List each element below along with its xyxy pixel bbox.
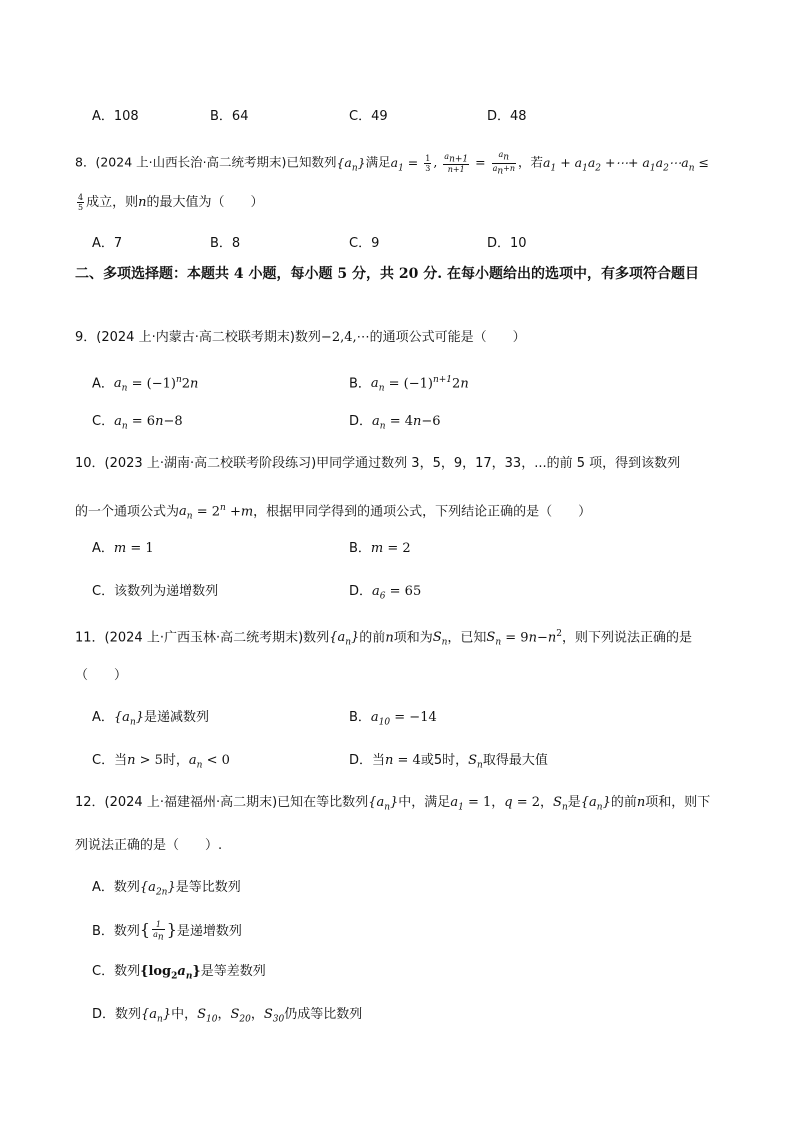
question-12-line1: 12．(2024 上·福建福州·高二期末)已知在等比数列$\{a_n\}$中，满足$a_1 = 1$，q = 2，$S_n$是$\{a_n\}$的前n项和，则下 [75,795,711,813]
q8-source: (2024 上·山西长治·高二统考期末) [95,154,287,170]
q8-text: 已知数列 [286,154,337,170]
q8-frac-a1: $\frac{1}{3}$ [425,153,431,173]
q8-number: 8． [75,154,96,170]
q12-option-b: B．数列{ $\frac{1}{a_n}$ }是递增数列 [92,919,242,943]
q9-text: 数列 [294,330,321,345]
q11-source: (2024 上·广西玉林·高二统考期末) [104,630,304,646]
q12-number: 12． [75,795,105,810]
q12-text: ， [491,795,505,810]
q9-text: 的通项公式可能是（ ） [369,330,526,345]
q8-option-b: B．8 [210,236,241,251]
q10-text: 甲同学通过数列 3，5，9，17，33，...的前 5 项，得到该数列 [316,456,681,471]
question-8-line2: $\frac{4}{5}$ 成立，则n的最大值为（ ） [78,193,264,212]
q10-source: (2023 上·湖南·高二校联考阶段练习) [104,456,317,471]
q11-option-c: C．当n > 5时，$a_n < 0$ [92,753,230,771]
q7-option-c: C．49 [349,109,388,124]
q10-option-b: B．m = 2 [349,541,411,556]
q8-text: 成立，则 [86,195,139,210]
q7-option-d: D．48 [487,109,527,124]
q12-option-c: C．数列$\{\log_2a_n\}$是等差数列 [92,964,266,982]
section-2-title: 二、多项选择题：本题共 4 小题，每小题 5 分，共 20 分. 在每小题给出的选项中，有多项符合题目 [75,266,699,282]
q11-option-b: B．$a_{10} = -14$ [349,710,437,728]
q9-option-b: B．$a_n = (-1)^{n+1}2n$ [349,375,469,394]
q7-option-b: B．64 [210,109,249,124]
q12-text: 的前 [610,795,637,810]
q9-number: 9． [75,330,97,345]
q12-option-a: A．数列$\{a_{2n}\}$是等比数列 [92,880,241,898]
q12-text: 中，满足 [398,795,451,810]
q10-text: ，根据甲同学得到的通项公式，下列结论正确的是（ ） [253,504,592,520]
q9-option-d: D．$a_n = 4n-6$ [349,414,441,432]
q11-text: 数列 [303,630,330,646]
q8-option-a: A．7 [92,236,123,251]
question-11-line2: （ ） [75,668,128,683]
question-10-line2: 的一个通项公式为$a_n = 2^n +m$，根据甲同学得到的通项公式，下列结论正确的是（ ） [75,503,592,522]
q12-option-d: D．数列$\{a_n\}$中，$S_{10}$，$S_{20}$，$S_{30}$仍成等比数列 [92,1007,363,1025]
q11-option-a: A．$\{a_n\}$是递减数列 [92,710,210,728]
q8-math-seq: $\{a_n\}$ [336,154,366,174]
q12-text: 项和，则下 [645,795,711,810]
q8-text: 满足 [365,154,391,170]
q8-text: 的最大值为（ ） [146,195,264,210]
q8-option-d: D．10 [487,236,527,251]
q10-option-d: D．$a_6 = 65$ [349,584,422,602]
q11-text: ，则下列说法正确的是 [561,630,692,646]
q9-option-a: A．$a_n = (-1)^n2n$ [92,375,199,394]
q9-sequence: −2,4,⋯ [320,330,370,345]
q10-option-a: A．m = 1 [92,541,154,556]
q12-text: 已知在等比数列 [277,795,369,810]
q12-text: 是 [567,795,581,810]
question-8-line1: 8．(2024 上·山西长治·高二统考期末)已知数列$\{a_n\}$满足$a_1$ = $\frac{1}{3}$ , $\frac{a_{n+1}}{n+1}$ = $\frac{a_n}{a_n+n}$ ，若$a_1 + a_1a_2$ +⋯+ $a_1a_2\cdots a_n$ ≤ [75,150,709,177]
q9-option-c: C．$a_n = 6n-8$ [92,414,183,432]
q8-text: ，若 [518,154,544,170]
q8-frac-left: $\frac{a_{n+1}}{n+1}$ [444,151,469,175]
question-10-line1 [75,455,680,473]
q7-option-a: A．108 [92,109,139,124]
q8-frac-bound: $\frac{4}{5}$ [78,193,84,212]
question-11-line1: 11．(2024 上·广西玉林·高二统考期末)数列$\{a_n\}$的前n项和为$S_n$，已知$S_n = 9n-n^2$，则下列说法正确的是 [75,629,692,648]
q10-option-c: C．该数列为递增数列 [92,584,219,599]
q8-math-sum: $a_1 + a_1a_2$ +⋯+ $a_1a_2\cdots a_n$ ≤ [543,154,709,174]
q10-number: 10． [75,456,105,471]
q9-source: (2024 上·内蒙古·高二校联考期末) [96,330,295,345]
q11-text: 项和为 [393,630,433,646]
q12-text: ， [540,795,554,810]
q8-frac-right: $\frac{a_n}{a_n+n}$ [492,150,516,177]
question-12-line2: 列说法正确的是（ ）. [75,838,223,853]
question-9 [75,329,526,347]
q11-text: ，已知 [447,630,487,646]
q8-math-a1: $a_1$ = [390,154,423,174]
q11-text: 的前 [359,630,386,646]
q10-text: 的一个通项公式为 [75,504,180,520]
q8-option-c: C．9 [349,236,380,251]
q12-source: (2024 上·福建福州·高二期末) [104,795,278,810]
q11-option-d: D．当n = 4或5时，$S_n$取得最大值 [349,753,548,771]
q11-number: 11． [75,630,105,646]
